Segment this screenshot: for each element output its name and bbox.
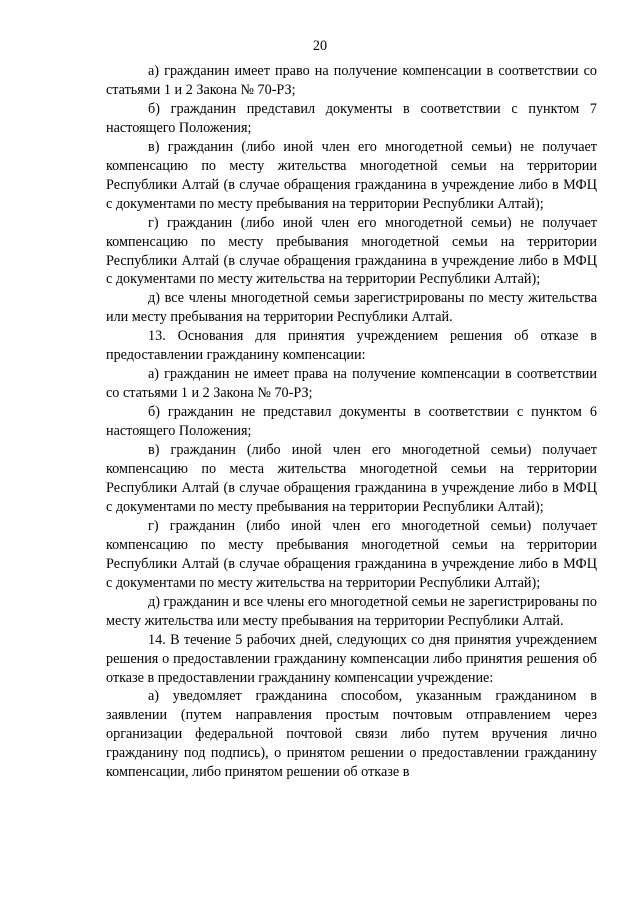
page-number: 20: [312, 38, 328, 54]
paragraph-12b: б) гражданин представил документы в соответствии с пунктом 7 настоящего Положения;: [106, 100, 597, 136]
paragraph-13b: б) гражданин не представил документы в соответствии с пунктом 6 настоящего Положения;: [106, 404, 597, 440]
paragraph-12d: д) все члены многодетной семьи зарегистрированы по месту жительства или месту пребывания на территории Республики Алтай.: [106, 290, 597, 326]
paragraph-12v: в) гражданин (либо иной член его многодетной семьи) не получает компенсацию по месту жительства многодетной семьи на территории Республики Алтай (в случае обращения гражданина в учреждение либо в МФЦ с документами по месту пребывания на территории Республики Алтай);: [106, 138, 597, 212]
paragraph-13v: в) гражданин (либо иной член его многодетной семьи) получает компенсацию по места жительства многодетной семьи на территории Республики Алтай (в случае обращения гражданина в учреждение либо в МФЦ с документами по месту пребывания на территории Республики Алтай);: [106, 442, 597, 515]
paragraph-12a: а) гражданин имеет право на получение компенсации в соответствии со статьями 1 и 2 Закона № 70-РЗ;: [106, 63, 597, 98]
paragraph-13a: а) гражданин не имеет права на получение компенсации в соответствии со статьями 1 и 2 Закона № 70-РЗ;: [106, 366, 597, 402]
paragraph-14: 14. В течение 5 рабочих дней, следующих со дня принятия учреждением решения о предоставлении гражданину компенсации либо принятия решения об отказе в предоставлении гражданину компенсации учреждение:: [106, 631, 597, 686]
paragraph-12g: г) гражданин (либо иной член его многодетной семьи) не получает компенсацию по месту пребывания многодетной семьи на территории Республики Алтай (в случае обращения гражданина в учреждение либо в МФЦ с документами по месту жительства на территории Республики Алтай);: [106, 214, 597, 288]
paragraph-13d: д) гражданин и все члены его многодетной семьи не зарегистрированы по месту жительства или месту пребывания на территории Республики Алтай.: [106, 593, 597, 629]
paragraph-14a: а) уведомляет гражданина способом, указанным гражданином в заявлении (путем направления простым почтовым отправлением через организации федеральной почтовой связи либо путем вручения лично гражданину под подпись), о принятом решении о предоставлении гражданину компенсации, либо принятом решении об отказе в: [106, 688, 597, 781]
document-body: [106, 62, 597, 782]
paragraph-13: 13. Основания для принятия учреждением решения об отказе в предоставлении гражданину компенсации:: [106, 328, 597, 364]
paragraph-13g: г) гражданин (либо иной член его многодетной семьи) получает компенсацию по месту пребывания многодетной семьи на территории Республики Алтай (в случае обращения гражданина в учреждение либо в МФЦ с документами по месту жительства на территории Республики Алтай);: [106, 517, 597, 591]
